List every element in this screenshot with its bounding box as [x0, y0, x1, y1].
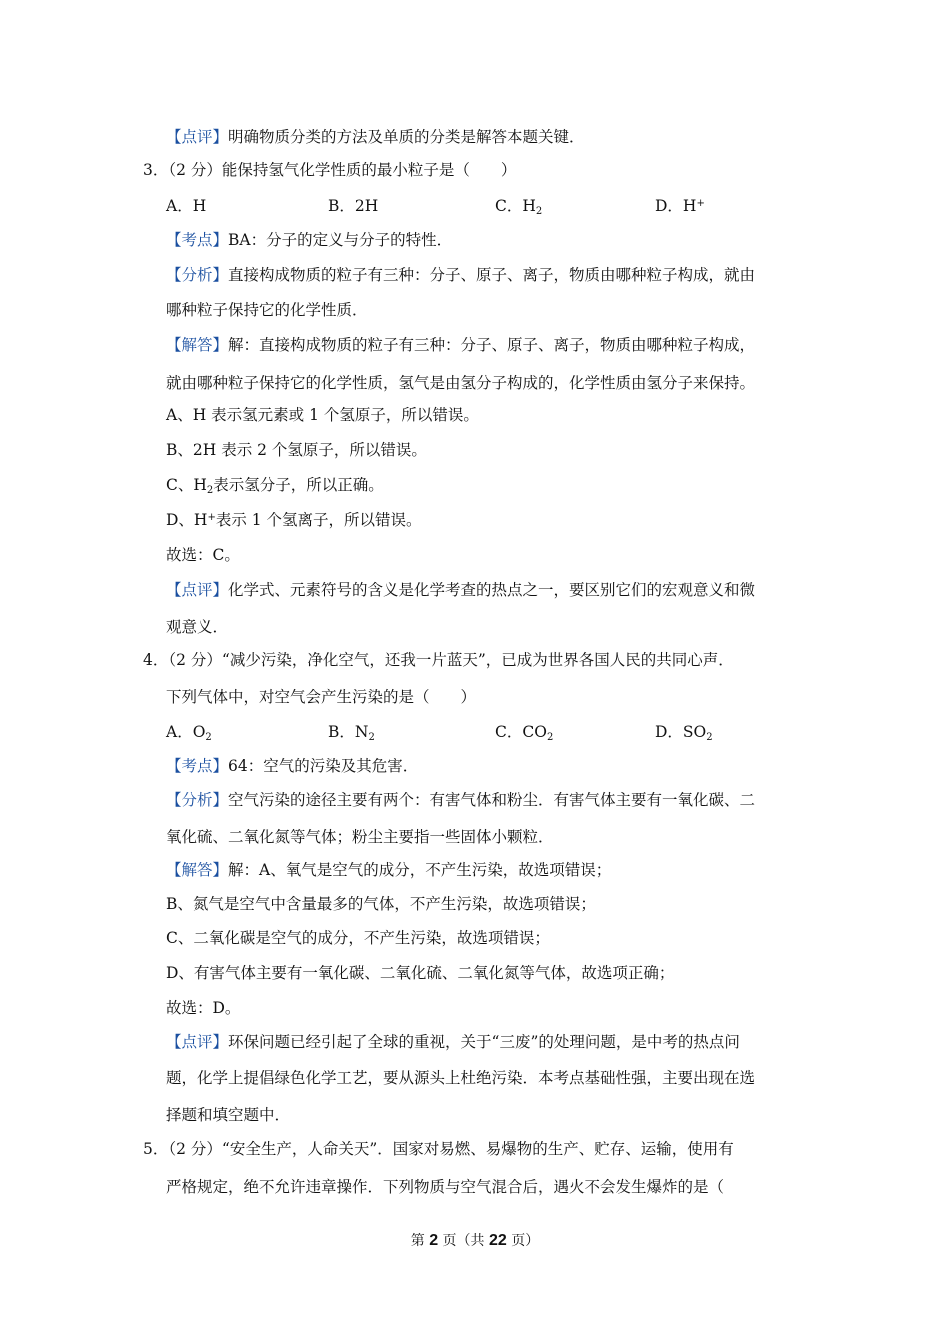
- q5-stem-line-2: 严格规定，绝不允许违章操作．下列物质与空气混合后，遇火不会发生爆炸的是（: [166, 1178, 725, 1196]
- q4-option-a: A．$O_2$: [166, 723, 212, 743]
- q5-number: 5．: [143, 1140, 169, 1158]
- q3-jieda-line-1: 【解答】解：直接构成物质的粒子有三种：分子、原子、离子，物质由哪种粒子构成，: [166, 336, 756, 354]
- q3-stem-line: [143, 160, 516, 180]
- kaodian-tag: 【考点】: [166, 757, 229, 775]
- q3-jieda-line-2: 就由哪种粒子保持它的化学性质，氢气是由氢分子构成的，化学性质由氢分子来保持。: [166, 374, 756, 392]
- q3-dianping-line-2: 观意义．: [166, 618, 229, 636]
- q4-dianping-line-1: 【点评】环保问题已经引起了全球的重视，关于“三废”的处理问题，是中考的热点问: [166, 1033, 740, 1051]
- q4-fenxi-line-2: 氧化硫、二氧化氮等气体；粉尘主要指一些固体小颗粒．: [166, 828, 554, 846]
- q3-c-line: C、$H_2$表示氢分子，所以正确。: [166, 476, 384, 496]
- q3-option-a: A．H: [166, 197, 207, 215]
- q4-stem-line-1: 4．（2 分）“减少污染，净化空气，还我一片蓝天”，已成为世界各国人民的共同心声．: [143, 651, 734, 669]
- q3-option-b: B．2H: [328, 197, 379, 215]
- page-footer: 第 2 页（共 22 页）: [410, 1232, 540, 1249]
- fenxi-tag: 【分析】: [166, 266, 229, 284]
- q4-jieda-line-2: B、氮气是空气中含量最多的气体，不产生污染，故选项错误；: [166, 895, 596, 913]
- prev-comment-line: [166, 127, 585, 147]
- q4-option-d: D．$SO_2$: [655, 723, 713, 743]
- q3-option-c: C．$H_2$: [495, 197, 543, 217]
- q3-b-line: B、2H 表示 2 个氢原子，所以错误。: [166, 441, 427, 459]
- q3-stem: （2 分）能保持氢气化学性质的最小粒子是（ ）: [168, 161, 517, 179]
- q3-answer: 故选：C。: [166, 546, 240, 564]
- q3-option-d: D．H+: [655, 197, 705, 215]
- jieda-tag: 【解答】: [166, 861, 229, 879]
- dianping-tag: 【点评】: [166, 581, 229, 599]
- dianping-tag: 【点评】: [166, 128, 229, 146]
- q4-jieda-line-4: D、有害气体主要有一氧化碳、二氧化硫、二氧化氮等气体，故选项正确；: [166, 964, 675, 982]
- q3-dianping-line-1: 【点评】化学式、元素符号的含义是化学考查的热点之一，要区别它们的宏观意义和微: [166, 581, 756, 599]
- page-total: 22: [489, 1232, 507, 1249]
- q3-a-line: A、H 表示氢元素或 1 个氢原子，所以错误。: [166, 406, 479, 424]
- kaodian-tag: 【考点】: [166, 231, 229, 249]
- q4-kaodian-line: 【考点】64：空气的污染及其危害．: [166, 757, 419, 775]
- q3-fenxi-line-2: 哪种粒子保持它的化学性质．: [166, 301, 368, 319]
- q4-option-c: C．$CO_2$: [495, 723, 554, 743]
- q3-d-line: D、H+表示 1 个氢离子，所以错误。: [166, 511, 422, 529]
- q3-kaodian-line: 【考点】BA：分子的定义与分子的特性．: [166, 231, 453, 249]
- q3-number: 3．: [143, 161, 169, 179]
- q3-fenxi-line-1: 【分析】直接构成物质的粒子有三种：分子、原子、离子，物质由哪种粒子构成，就由: [166, 266, 756, 284]
- q4-answer: 故选：D。: [166, 999, 241, 1017]
- q5-stem-line-1: 5．（2 分）“安全生产，人命关天”．国家对易燃、易爆物的生产、贮存、运输，使用有: [143, 1140, 734, 1158]
- q4-number: 4．: [143, 651, 169, 669]
- page-number: 2: [429, 1232, 439, 1249]
- q4-stem-line-2: 下列气体中，对空气会产生污染的是（ ）: [166, 688, 477, 706]
- q4-jieda-line-1: 【解答】解：A、氧气是空气的成分，不产生污染，故选项错误；: [166, 861, 612, 879]
- q4-dianping-line-3: 择题和填空题中．: [166, 1106, 291, 1124]
- jieda-tag: 【解答】: [166, 336, 229, 354]
- prev-comment-text: 明确物质分类的方法及单质的分类是解答本题关键．: [228, 128, 585, 146]
- q4-fenxi-line-1: 【分析】空气污染的途径主要有两个：有害气体和粉尘．有害气体主要有一氧化碳、二: [166, 791, 756, 809]
- fenxi-tag: 【分析】: [166, 791, 229, 809]
- q4-option-b: B．$N_2$: [328, 723, 375, 743]
- q4-dianping-line-2: 题，化学上提倡绿色化学工艺，要从源头上杜绝污染．本考点基础性强，主要出现在选: [166, 1069, 756, 1087]
- dianping-tag: 【点评】: [166, 1033, 229, 1051]
- q4-jieda-line-3: C、二氧化碳是空气的成分，不产生污染，故选项错误；: [166, 929, 550, 947]
